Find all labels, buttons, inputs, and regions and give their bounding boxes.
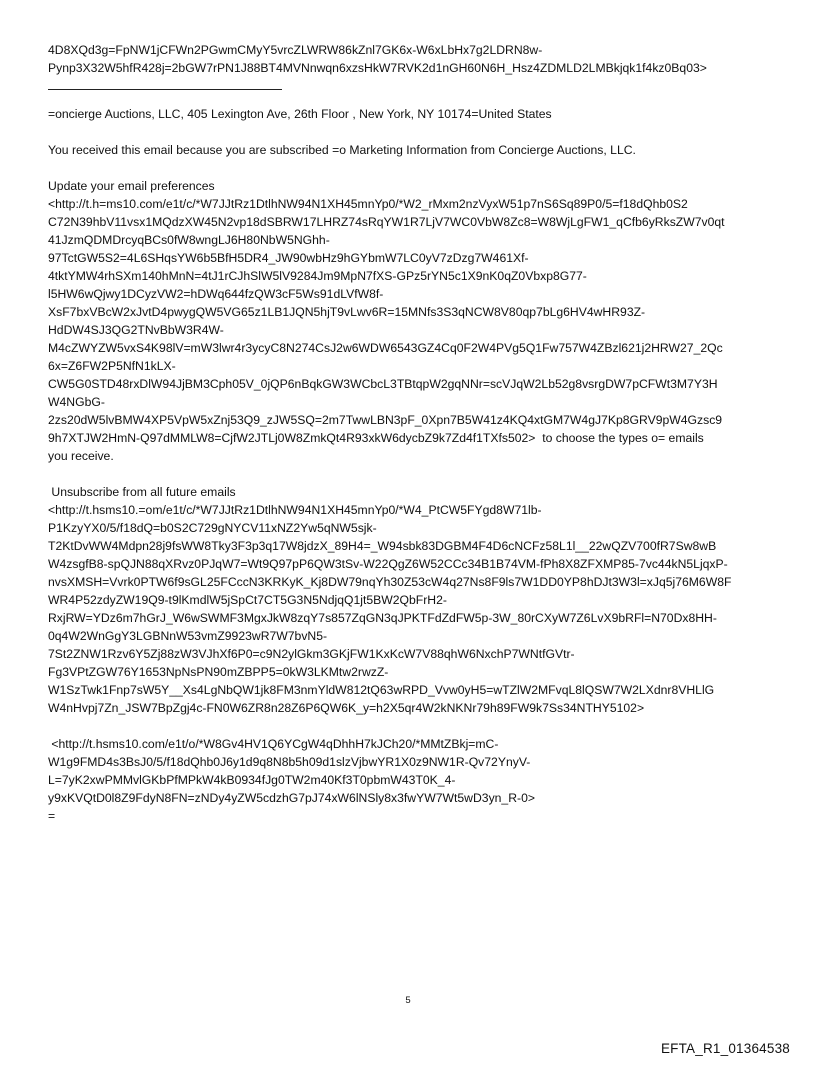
unsubscribe-link[interactable] xyxy=(48,501,778,717)
page-number: 5 xyxy=(405,995,411,1006)
tracking-link[interactable] xyxy=(48,735,778,825)
text-line: T2KtDvWW4Mdpn28j9fsWW8Tky3F3p3q17W8jdzX_89H4=_W94sbk83DGBM4F4D6cNCFz58L1l__22wQZV700fR7Sw8wB xyxy=(48,539,717,553)
preferences-link[interactable] xyxy=(48,195,778,465)
text-line: W4NGbG- xyxy=(48,395,105,409)
text-line: C72N39hbV11vsx1MQdzXW45N2vp18dSBRW17LHRZ74sRqYW1R7LjV7WC0VbW8Zc8=W8WjLgFW1_qCfb6yRksZW7v0qt xyxy=(48,215,725,229)
preferences-heading: Update your email preferences xyxy=(48,179,215,193)
text-line: WR4P52zdyZW19Q9-t9lKmdlW5jSpCt7CT5G3N5NdjqQ1jt5BW2QbFrH2- xyxy=(48,593,447,607)
text-line: W4nHvpj7Zn_JSW7BpZgj4c-FN0W6ZR8n28Z6P6QW6K_y=h2X5qr4W2kNKNr79h89FW9k7Ss34NTHY5102> xyxy=(48,701,645,715)
text-line: 2zs20dW5lvBMW4XP5VpW5xZnj53Q9_zJW5SQ=2m7TwwLBN3pF_0Xpn7B5W41z4KQ4xtGM7W4gJ7Kp8GRV9pW4Gzsc9 xyxy=(48,413,723,427)
text-line: W4zsgfB8-spQJN88qXRvz0PJqW7=Wt9Q97pP6QW3tSv-W22QgZ6W52CCc34B1B74VM-fPh8X8ZFXMP85-7vc44kN5LjqxP- xyxy=(48,557,728,571)
text-line: 9h7XTJW2HmN-Q97dMMLW8=CjfW2JTLj0W8ZmkQt4R93xkW6dycbZ9k7Zd4f1TXfs502> to choose the types o= emails xyxy=(48,431,704,445)
text-line: W1SzTwk1Fnp7sW5Y__Xs4LgNbQW1jk8FM3nmYldW812tQ63wRPD_Vvw0yH5=wTZlW2MFvqL8lQSW7W2LXdnr8VHLlG xyxy=(48,683,715,697)
address-line: =oncierge Auctions, LLC, 405 Lexington Ave, 26th Floor , New York, NY 10174=United States xyxy=(48,107,552,121)
email-body xyxy=(48,41,778,825)
text-line: 6x=Z6FW2P5NfN1kLX- xyxy=(48,359,176,373)
preferences-section xyxy=(48,177,778,465)
text-line: 7St2ZNW1Rzv6Y5Zj88zW3VJhXf6P0=c9N2ylGkm3GKjFW1KxKcW7V88qhW6NxchP7WNtfGVtr- xyxy=(48,647,575,661)
text-line: 97TctGW5S2=4L6SHqsYW6b5BfH5DR4_JW90wbHz9hGYbmW7LC0yV7zDzg7W461Xf- xyxy=(48,251,529,265)
text-line: <http://t.hsms10.com/e1t/o/*W8Gv4HV1Q6YCgW4qDhhH7kJCh20/*MMtZBkj=mC- xyxy=(48,737,499,751)
text-line: HdDW4SJ3QG2TNvBbW3R4W- xyxy=(48,323,224,337)
top-link-fragment xyxy=(48,41,778,77)
text-line: <http://t.h=ms10.com/e1t/c/*W7JJtRz1DtlhNW94N1XH45mnYp0/*W2_rMxm2nzVyxW51p7nS6Sq89P0/5=f18dQhb0S2 xyxy=(48,197,688,211)
text-line: 41JzmQDMDrcyqBCs0fW8wngLJ6H80NbW5NGhh- xyxy=(48,233,330,247)
text-line: Fg3VPtZGW76Y1653NpNsPN90mZBPP5=0kW3LKMtw2rwzZ- xyxy=(48,665,389,679)
text-line: Pynp3X32W5hfR428j=2bGW7rPN1J88BT4MVNnwqn6xzsHkW7RVK2d1nGH60N6H_Hsz4ZDMLD2LMBkjqk1f4kz0Bq03> xyxy=(48,61,707,75)
text-line: 4tktYMW4rhSXm140hMnN=4tJ1rCJhSlW5lV9284Jm9MpN7fXS-GPz5rYN5c1X9nK0qZ0Vbxp8G77- xyxy=(48,269,587,283)
text-line: nvsXMSH=Vvrk0PTW6f9sGL25FCccN3KRKyK_Kj8DW79nqYh30Z53cW4q27Ns8F9ls7W1DD0YP8hDJt3W3l=xJq5j76M6W8F xyxy=(48,575,732,589)
text-line: CW5G0STD48rxDlW94JjBM3Cph05V_0jQP6nBqkGW3WCbcL3TBtqpW2gqNNr=scVJqW2Lb52g8vsrgDW7pCFWt3M7Y3H xyxy=(48,377,718,391)
text-line: l5HW6wQjwy1DCyzVW2=hDWq644fzQW3cF5Ws91dLVfW8f- xyxy=(48,287,384,301)
text-line: you receive. xyxy=(48,449,114,463)
text-line: XsF7bxVBcW2xJvtD4pwygQW5VG65z1LB1JQN5hjT9vLwv6R=15MNfs3S3qNCW8V80qp7bLg6HV4wHR93Z- xyxy=(48,305,646,319)
unsubscribe-heading: Unsubscribe from all future emails xyxy=(48,485,236,499)
text-line: 4D8XQd3g=FpNW1jCFWn2PGwmCMyY5vrcZLWRW86kZnl7GK6x-W6xLbHx7g2LDRN8w- xyxy=(48,43,543,57)
text-line: W1g9FMD4s3BsJ0/5/f18dQhb0J6y1d9q8N8b5h09d1slzVjbwYR1X0z9NW1R-Qv72YnyV- xyxy=(48,755,531,769)
text-line: RxjRW=YDz6m7hGrJ_W6wSWMF3MgxJkW8zqY7s857ZqGN3qJPKTFdZdFW5p-3W_80rCXyW7Z6LvX9bRFl=N70Dx8HH- xyxy=(48,611,717,625)
text-line: L=7yK2xwPMMvlGKbPfMPkW4kB0934fJg0TW2m40Kf3T0pbmW43T0K_4- xyxy=(48,773,456,787)
text-line: y9xKVQtD0l8Z9FdyN8FN=zNDy4yZW5cdzhG7pJ74xW6lNSly8x3fwYW7Wt5wD3yn_R-0> xyxy=(48,791,535,805)
separator-rule xyxy=(48,89,282,90)
text-line: = xyxy=(48,809,56,823)
tracking-link-section xyxy=(48,735,778,825)
text-line: P1KzyYX0/5/f18dQ=b0S2C729gNYCV11xNZ2Yw5qNW5sjk- xyxy=(48,521,377,535)
unsubscribe-section xyxy=(48,483,778,717)
text-line: 0q4W2WnGgY3LGBNnW53vmZ9923wR7W7bvN5- xyxy=(48,629,328,643)
document-id: EFTA_R1_01364538 xyxy=(660,1041,790,1056)
text-line: <http://t.hsms10.=om/e1t/c/*W7JJtRz1DtlhNW94N1XH45mnYp0/*W4_PtCW5FYgd8W71lb- xyxy=(48,503,542,517)
subscription-notice: You received this email because you are subscribed =o Marketing Information from Concierge Auctions, LLC. xyxy=(48,143,636,157)
text-line: M4cZWYZW5vxS4K98lV=mW3lwr4r3ycyC8N274CsJ2w6WDW6543GZ4Cq0F2W4PVg5Q1Fw757W4ZBzl621j2HRW27_2Qc xyxy=(48,341,723,355)
